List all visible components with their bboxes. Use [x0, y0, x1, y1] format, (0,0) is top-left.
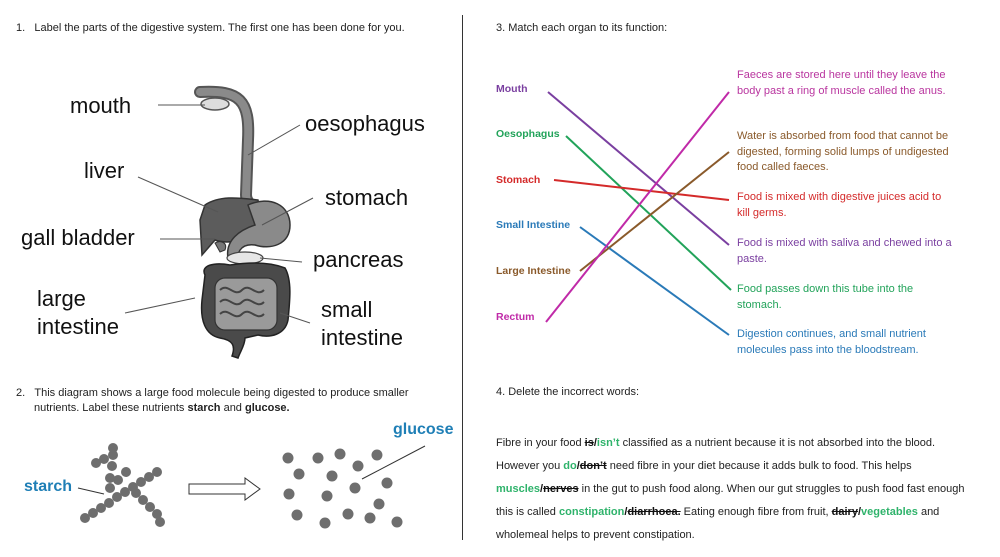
label-small-line1: small — [321, 297, 373, 322]
organ-oesophagus: Oesophagus — [496, 128, 560, 140]
q3-instruction: 3. Match each organ to its function: — [496, 22, 668, 34]
text: Fibre in your food — [496, 437, 585, 449]
q4-line-1 — [496, 432, 996, 455]
label-small-line2: intestine — [321, 325, 403, 350]
q1-text: Label the parts of the digestive system. The first one has been done for you. — [34, 22, 405, 34]
word-deleted[interactable]: is — [584, 437, 594, 449]
function-oesophagus: Food passes down this tube into the stomach. — [737, 283, 914, 311]
q4-line-3 — [496, 478, 996, 501]
q4-instruction: 4. Delete the incorrect words: — [496, 386, 640, 398]
text: However you — [496, 460, 564, 472]
text: wholemeal helps to prevent constipation. — [496, 529, 695, 541]
word-correct[interactable]: muscles — [496, 483, 541, 495]
label-large-line1: large — [37, 286, 86, 311]
label-liver: liver — [84, 158, 125, 183]
q2-number: 2. — [16, 387, 26, 399]
organ-large-intestine: Large Intestine — [496, 265, 571, 277]
slash: / — [576, 460, 580, 472]
glucose-label: glucose — [393, 421, 454, 438]
function-large-intestine: Water is absorbed from food that cannot be digested, forming solid lumps of undigested food called faeces. — [737, 130, 949, 173]
organ-small-intestine: Small Intestine — [496, 219, 571, 231]
label-mouth: mouth — [70, 93, 132, 118]
function-mouth: Food is mixed with saliva and chewed into a paste. — [737, 237, 952, 265]
function-rectum: Faeces are stored here until they leave the body past a ring of muscle called the anus. — [737, 69, 946, 97]
label-gall-bladder: gall bladder — [21, 225, 135, 250]
slash: / — [593, 437, 597, 449]
q2-bold-starch: starch — [187, 402, 221, 414]
text: Eating enough fibre from fruit, — [680, 506, 832, 518]
word-deleted[interactable]: diarrhoea. — [627, 506, 681, 518]
q2-bold-glucose: glucose. — [244, 402, 290, 414]
q4-paragraph — [496, 432, 996, 547]
label-oesophagus: oesophagus — [305, 111, 425, 136]
word-correct[interactable]: isn’t — [596, 437, 620, 449]
label-pancreas: pancreas — [313, 247, 404, 272]
label-large-line2: intestine — [37, 314, 119, 339]
word-deleted[interactable]: dairy — [831, 506, 858, 518]
word-correct[interactable]: constipation — [558, 506, 625, 518]
word-correct[interactable]: do — [563, 460, 577, 472]
q2-line1: This diagram shows a large food molecule being digested to produce smaller — [34, 387, 409, 399]
function-small-intestine: Digestion continues, and small nutrient molecules pass into the bloodstream. — [737, 328, 926, 356]
slash: / — [857, 506, 862, 518]
starch-label: starch — [24, 478, 73, 495]
text: this is called — [496, 506, 559, 518]
q2-line2: nutrients. Label these nutrients — [34, 402, 188, 414]
text: classified as a nutrient because it is not absorbed into the blood. — [619, 437, 936, 449]
slash: / — [624, 506, 628, 518]
organ-mouth: Mouth — [496, 83, 528, 95]
q4-line-5 — [496, 524, 996, 547]
q4-line-2 — [496, 455, 996, 478]
word-deleted[interactable]: nerves — [543, 483, 579, 495]
q2-mid: and — [220, 402, 245, 414]
organ-rectum: Rectum — [496, 311, 535, 323]
q4-line-4 — [496, 501, 996, 524]
slash: / — [540, 483, 544, 495]
label-stomach: stomach — [325, 185, 409, 210]
word-deleted[interactable]: don’t — [579, 460, 607, 472]
text: in the gut to push food along. When our gut struggles to push food fast enough — [578, 483, 965, 495]
text: and — [917, 506, 940, 518]
q1-number: 1. — [16, 22, 26, 34]
function-stomach: Food is mixed with digestive juices acid to kill germs. — [737, 191, 942, 219]
word-correct[interactable]: vegetables — [861, 506, 918, 518]
text: need fibre in your diet because it adds bulk to food. This helps — [606, 460, 912, 472]
organ-stomach: Stomach — [496, 174, 541, 186]
